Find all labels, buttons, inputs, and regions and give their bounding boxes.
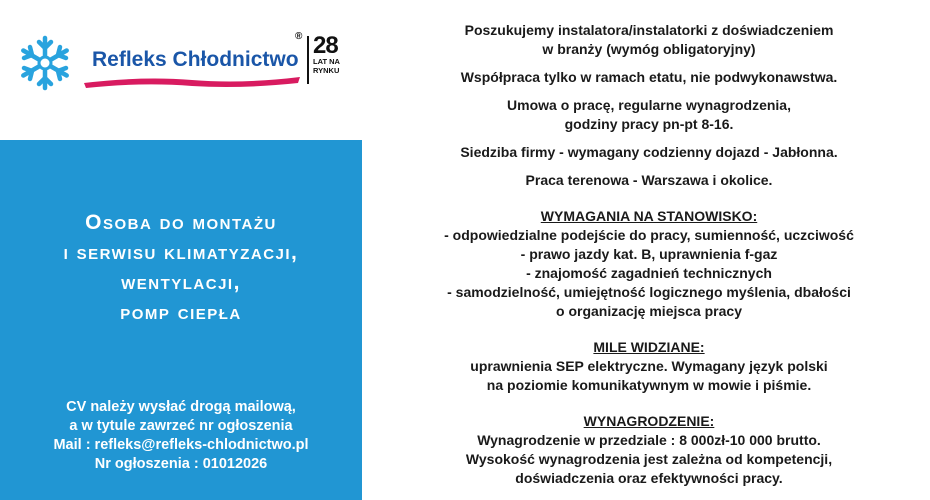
requirement-item: - samodzielność, umiejętność logicznego myślenia, dbałości <box>447 284 851 300</box>
brand-name: Refleks Chłodnictwo <box>92 48 299 71</box>
job-title-line: pomp ciepła <box>120 301 242 324</box>
nice-to-have-heading: MILE WIDZIANE: <box>593 339 705 355</box>
intro-text: ) <box>750 41 756 57</box>
years-badge <box>313 34 353 75</box>
logo-divider <box>307 36 309 84</box>
job-title-line: wentylacji, <box>121 271 241 294</box>
salary-line: Wysokość wynagrodzenia jest zależna od kompetencji, <box>465 451 833 467</box>
intro-text: w branży ( <box>542 41 611 57</box>
cooperation-note: Współpraca tylko w ramach etatu, nie podwykonawstwa. <box>460 69 838 85</box>
requirement-item: - znajomość zagadnień technicznych <box>526 265 772 281</box>
offer-number: Nr ogłoszenia : 01012026 <box>94 456 268 472</box>
years-number: 28 <box>313 32 338 59</box>
intro-line <box>385 40 913 59</box>
contract-line: Umowa o pracę, regularne wynagrodzenia, <box>507 97 791 113</box>
years-caption: LAT NA RYNKU <box>313 57 340 75</box>
headquarters-note: Siedziba firmy - wymagany codzienny dojazd - Jabłonna. <box>460 144 838 160</box>
job-description <box>385 21 913 488</box>
snowflake-icon <box>16 34 74 92</box>
company-logo <box>16 31 361 104</box>
nice-to-have-line: na poziomie komunikatywnym w mowie i piśmie. <box>486 377 812 393</box>
registered-mark: ® <box>295 31 303 42</box>
requirement-item: o organizację miejsca pracy <box>556 303 742 319</box>
salary-line: doświadczenia oraz efektywności pracy. <box>515 470 783 486</box>
contact-info <box>0 398 362 474</box>
contact-line: a w tytule zawrzeć nr ogłoszenia <box>69 418 293 434</box>
job-title <box>0 208 362 328</box>
job-panel <box>0 140 362 500</box>
salary-line: Wynagrodzenie w przedziale : 8 000zł-10 000 brutto. <box>477 432 821 448</box>
job-title-line: i serwisu klimatyzacji, <box>63 241 299 264</box>
contact-email[interactable]: Mail : refleks@refleks-chlodnictwo.pl <box>53 437 309 453</box>
nice-to-have-line: uprawnienia SEP elektryczne. Wymagany język polski <box>470 358 828 374</box>
salary-heading: WYNAGRODZENIE: <box>583 413 715 429</box>
requirement-item: - odpowiedzialne podejście do pracy, sumienność, uczciwość <box>444 227 854 243</box>
contract-line: godziny pracy pn-pt 8-16. <box>564 116 734 132</box>
logo-area <box>0 0 362 140</box>
field-work-note: Praca terenowa - Warszawa i okolice. <box>525 172 773 188</box>
brand-swoosh <box>82 74 302 90</box>
job-title-line: Osoba do montażu <box>85 211 277 234</box>
requirement-item: - prawo jazdy kat. B, uprawnienia f-gaz <box>520 246 778 262</box>
intro-line: Poszukujemy instalatora/instalatorki z doświadczeniem <box>464 22 834 38</box>
mandatory-note: wymóg obligatoryjny <box>610 41 751 57</box>
requirements-heading: WYMAGANIA NA STANOWISKO: <box>540 208 758 224</box>
contact-line: CV należy wysłać drogą mailową, <box>66 399 296 415</box>
